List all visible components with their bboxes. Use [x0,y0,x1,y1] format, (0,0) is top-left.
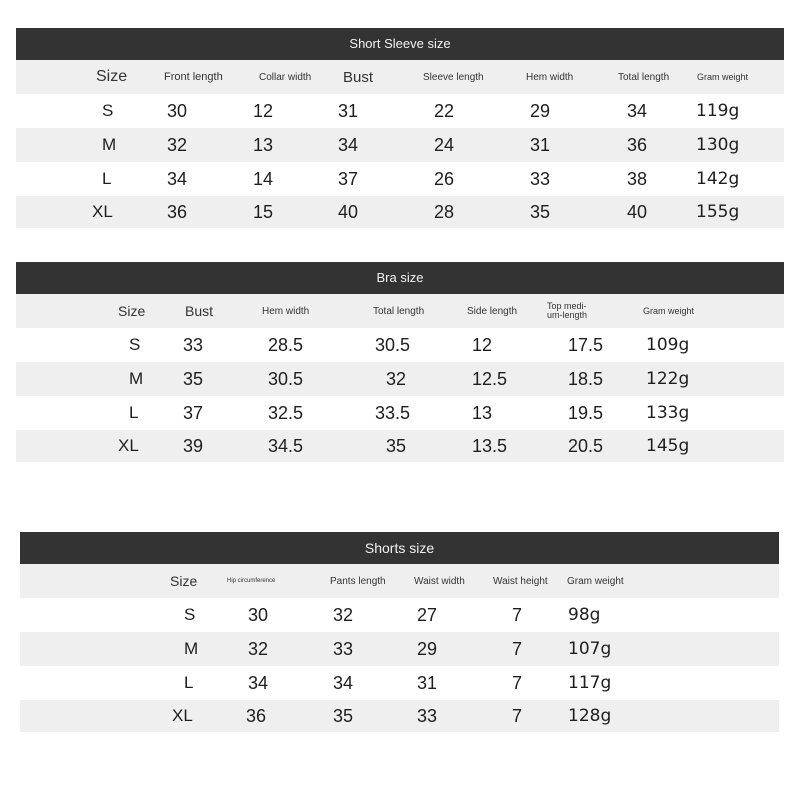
table-row [16,396,784,430]
header-cell: Total length [618,71,670,83]
table-cell: 15 [253,201,274,222]
header-row [20,564,779,598]
bra-title: Bra size [16,262,784,294]
table-cell: 33.5 [375,402,411,423]
header-cell: Bust [343,68,374,86]
table-cell: 37 [338,168,359,189]
table-cell: 13 [253,134,274,155]
table-cell: 17.5 [568,334,604,355]
table-row [16,430,784,462]
table-cell: 35 [183,368,204,389]
table-cell: 13 [472,402,493,423]
header-cell: Hip circumference [227,578,276,584]
header-cell: Waist height [493,575,548,587]
table-cell: 31 [530,134,551,155]
table-cell: 40 [627,201,648,222]
table-cell: 28.5 [268,334,304,355]
table-cell: 35 [530,201,551,222]
size-cell: M [184,639,199,658]
header-cell: Pants length [330,575,386,587]
header-row [16,294,784,328]
table-cell: 34 [338,134,359,155]
table-cell: 155g [696,202,740,222]
size-cell: L [102,169,112,188]
size-cell: L [129,403,139,422]
table-cell: 34 [333,672,354,693]
size-cell: L [184,673,194,692]
table-row [16,162,784,196]
header-cell: Collar width [259,71,312,83]
table-cell: 7 [512,604,523,625]
size-cell: M [102,135,117,154]
table-cell: 14 [253,168,274,189]
header-cell: Hem width [262,305,310,317]
header-cell: Gram weight [697,72,749,82]
table-cell: 7 [512,638,523,659]
table-cell: 7 [512,672,523,693]
size-cell: XL [118,436,139,455]
table-cell: 142g [696,169,740,189]
table-cell: 13.5 [472,435,508,456]
table-cell: 34 [627,100,648,121]
table-cell: 35 [386,435,407,456]
header-cell: Bust [185,303,214,319]
table-row [16,128,784,162]
header-cell: Waist width [414,575,465,587]
short-sleeve-size-table [16,28,784,228]
header-line: um-length [547,310,588,320]
table-cell: 32 [248,638,269,659]
table-cell: 33 [530,168,551,189]
table-row [16,94,784,128]
table-cell: 30.5 [268,368,304,389]
header-cell: Size [170,573,198,589]
table-cell: 19.5 [568,402,604,423]
table-row [20,632,779,666]
header-cell: Front length [164,71,223,83]
header-line: Top medi- [547,301,587,311]
table-cell: 22 [434,100,455,121]
table-cell: 28 [434,201,455,222]
table-cell: 122g [646,369,690,389]
table-cell: 32.5 [268,402,304,423]
header-cell: Total length [373,305,425,317]
header-cell-top-medium-length [547,294,587,328]
table-cell: 12 [472,334,493,355]
table-cell: 98g [568,605,601,625]
shorts-title: Shorts size [20,532,779,564]
table-cell: 26 [434,168,455,189]
table-cell: 34 [167,168,188,189]
table-row [16,362,784,396]
table-cell: 30 [167,100,188,121]
table-cell: 33 [183,334,204,355]
table-cell: 18.5 [568,368,604,389]
table-cell: 119g [696,101,740,121]
table-cell: 24 [434,134,455,155]
table-cell: 30 [248,604,269,625]
table-cell: 34.5 [268,435,304,456]
table-cell: 38 [627,168,648,189]
table-cell: 29 [417,638,438,659]
table-cell: 32 [333,604,354,625]
shorts-size-table [20,532,779,732]
table-cell: 12.5 [472,368,508,389]
table-cell: 36 [627,134,648,155]
table-cell: 37 [183,402,204,423]
table-cell: 33 [417,705,438,726]
table-row [16,328,784,362]
table-cell: 107g [568,639,612,659]
table-row [16,196,784,228]
table-cell: 36 [246,705,267,726]
table-cell: 117g [568,673,612,693]
table-cell: 109g [646,335,690,355]
header-cell: Hem width [526,71,574,83]
size-cell: XL [92,202,113,221]
size-cell: S [129,335,141,354]
table-cell: 31 [338,100,359,121]
table-cell: 36 [167,201,188,222]
table-cell: 133g [646,403,690,423]
table-cell: 20.5 [568,435,604,456]
table-row [20,700,779,732]
table-cell: 39 [183,435,204,456]
table-cell: 128g [568,706,612,726]
table-cell: 35 [333,705,354,726]
table-cell: 40 [338,201,359,222]
header-cell: Side length [467,305,518,317]
short-sleeve-title: Short Sleeve size [16,28,784,60]
table-cell: 145g [646,436,690,456]
table-cell: 34 [248,672,269,693]
table-cell: 30.5 [375,334,411,355]
table-cell: 31 [417,672,438,693]
table-cell: 130g [696,135,740,155]
size-cell: S [102,101,114,120]
size-cell: M [129,369,144,388]
table-cell: 12 [253,100,274,121]
table-row [20,666,779,700]
size-cell: S [184,605,196,624]
header-cell: Size [118,303,146,319]
table-cell: 32 [386,368,407,389]
header-cell: Gram weight [643,306,695,316]
header-row [16,60,784,94]
table-cell: 29 [530,100,551,121]
size-cell: XL [172,706,193,725]
table-cell: 7 [512,705,523,726]
table-cell: 27 [417,604,438,625]
table-cell: 32 [167,134,188,155]
header-cell: Gram weight [567,575,624,587]
header-cell: Sleeve length [423,71,484,83]
bra-size-table [16,262,784,462]
header-cell: Size [96,68,128,85]
table-row [20,598,779,632]
table-cell: 33 [333,638,354,659]
